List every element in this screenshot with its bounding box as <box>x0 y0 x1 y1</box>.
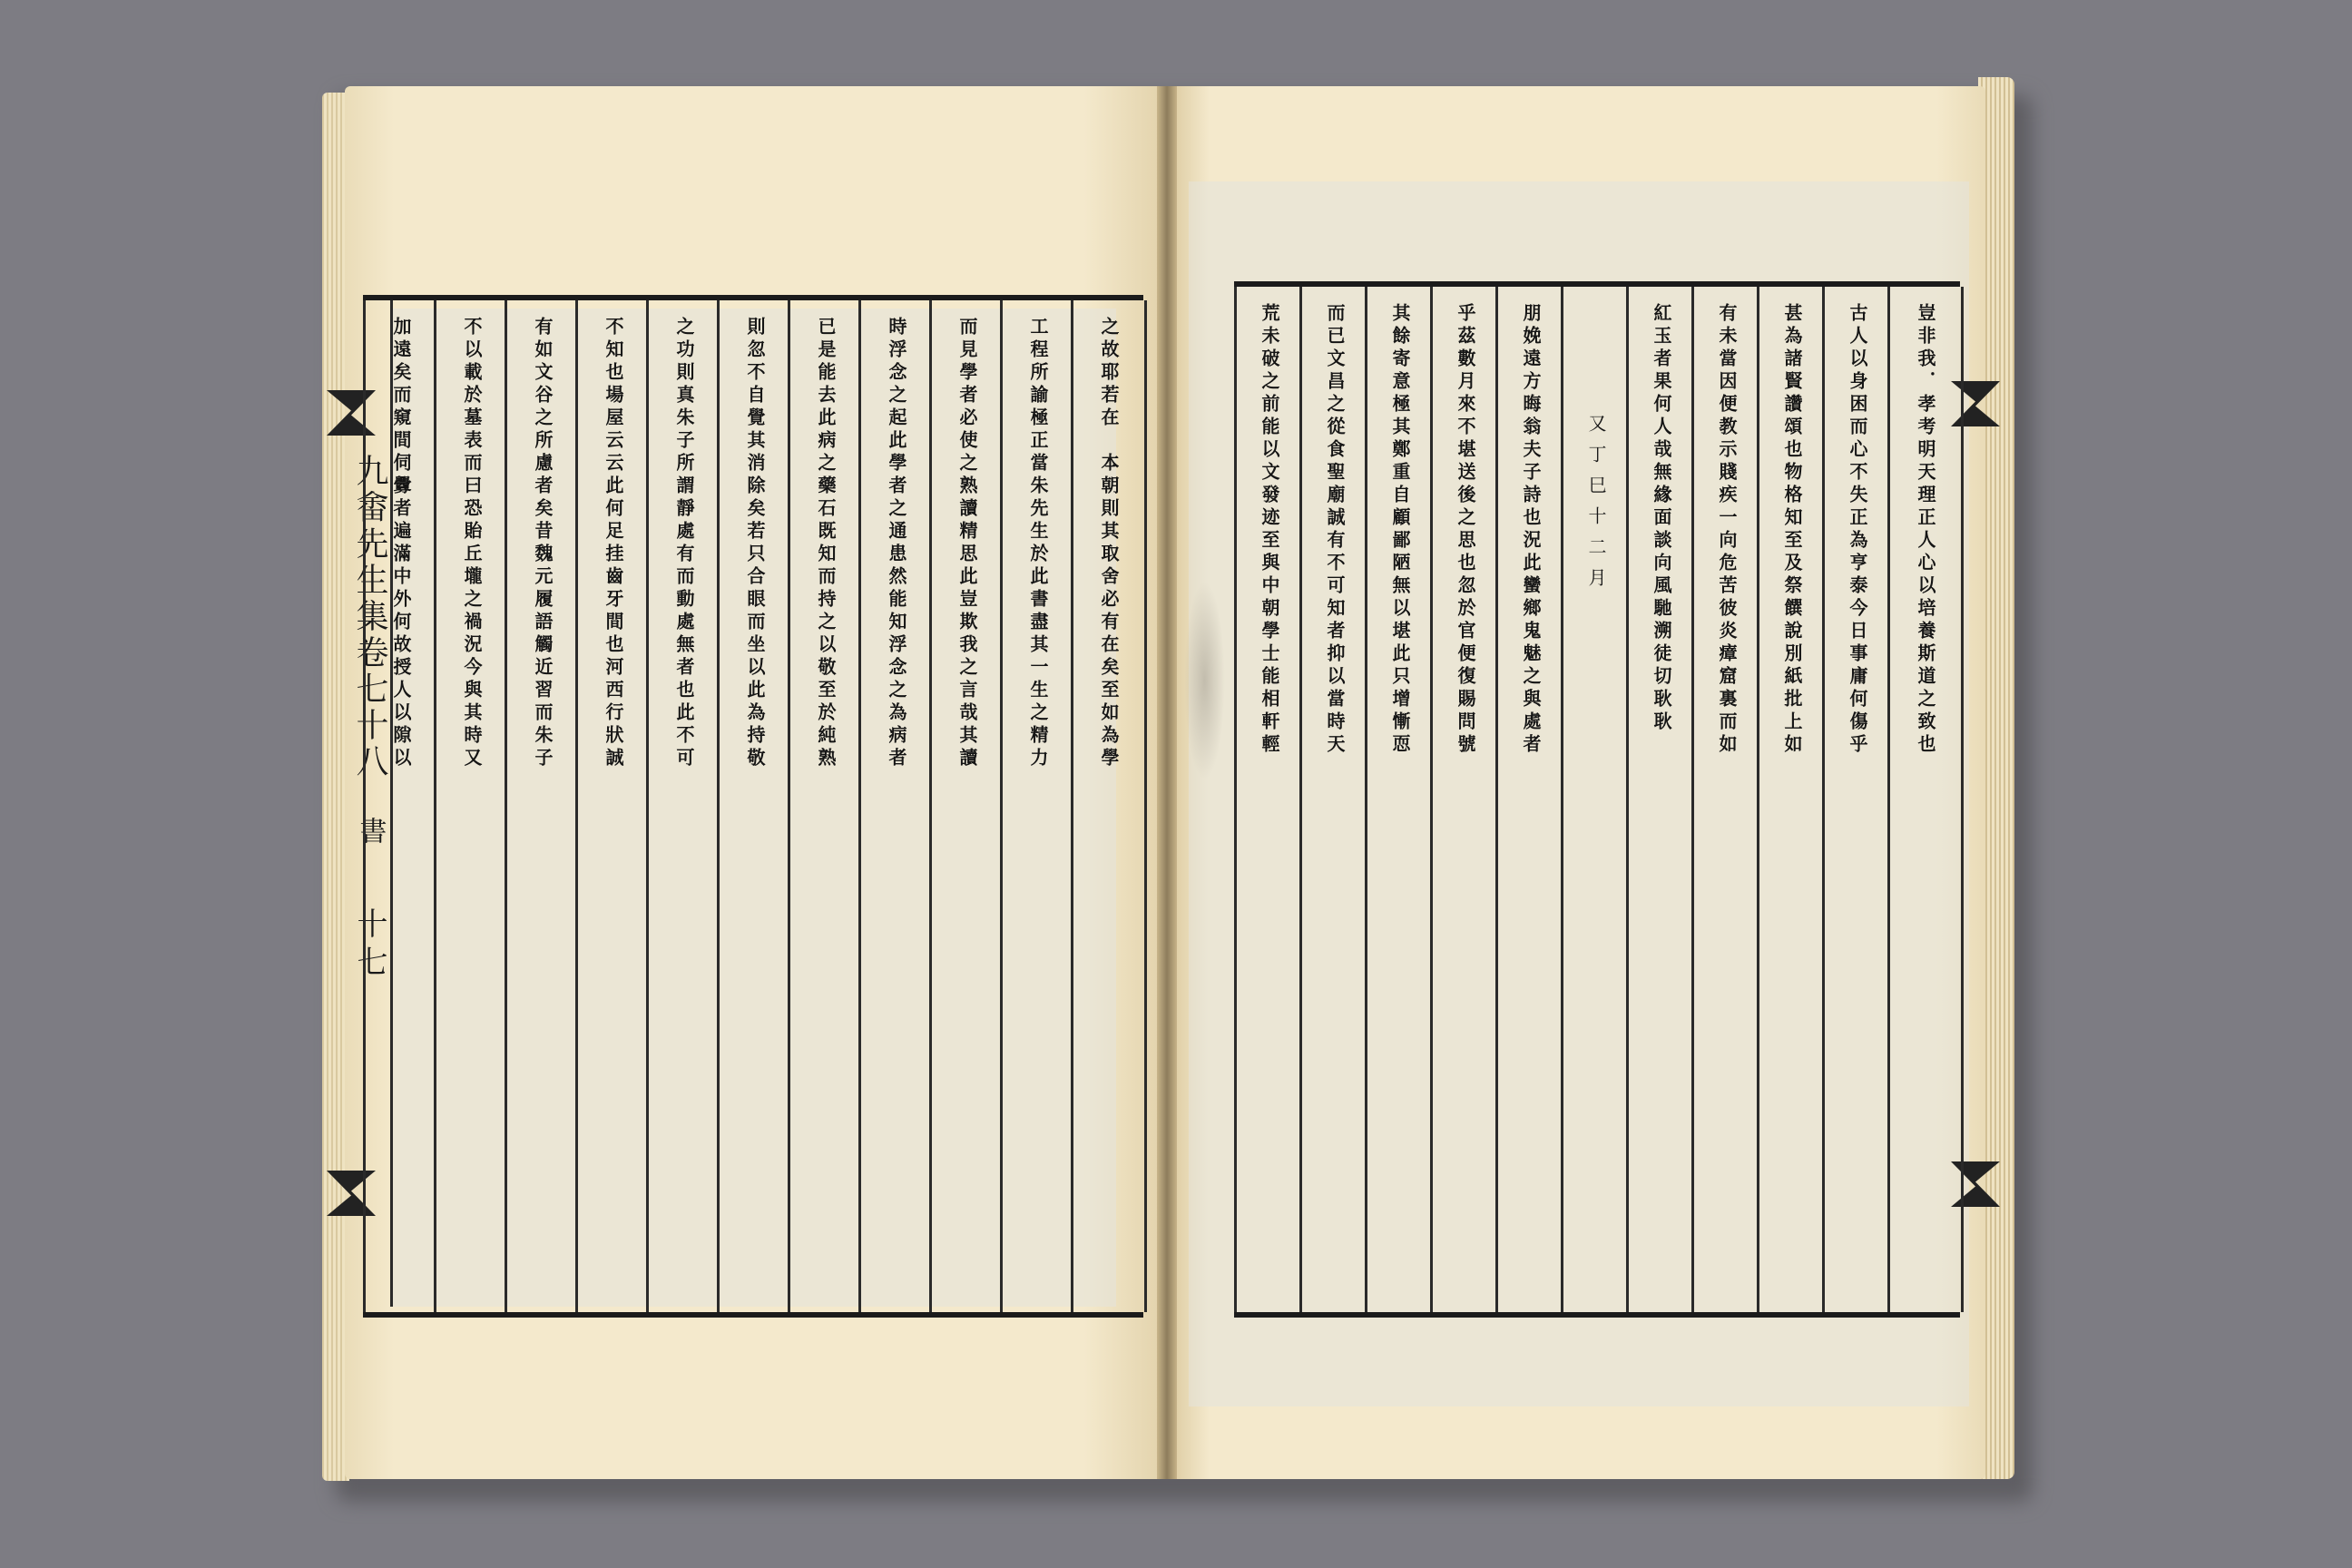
text-column <box>1430 287 1498 1312</box>
text-column <box>434 300 507 1312</box>
left-text-block <box>363 295 1143 1318</box>
text-column <box>1822 287 1890 1312</box>
column-text: 其餘寄意極其鄭重自顧鄙陋無以堪此只增慚恧 <box>1389 303 1411 757</box>
text-column <box>1071 300 1147 1312</box>
letter-heading: 又丁巳十二月 <box>1585 414 1607 599</box>
text-column <box>1757 287 1825 1312</box>
text-column <box>1299 287 1367 1312</box>
column-text: 之功則真朱子所謂靜處有而動處無者也此不可 <box>673 317 695 770</box>
column-text: 不知也場屋云云此何足挂齒牙間也河西行狀誠 <box>603 317 624 770</box>
column-text: 乎茲數月來不堪送後之思也忽於官便復賜問號 <box>1455 303 1476 757</box>
text-column <box>929 300 1003 1312</box>
text-column <box>1887 287 1964 1312</box>
text-column <box>1691 287 1759 1312</box>
column-text: 則忽不自覺其消除矣若只合眼而坐以此為持敬 <box>744 317 766 770</box>
column-text: 豈非我．孝考明天理正人心以培養斯道之致也 <box>1915 303 1936 757</box>
column-text: 紅玉者果何人哉無緣面談向風馳溯徒切耿耿 <box>1651 303 1672 734</box>
text-column <box>575 300 649 1312</box>
text-column <box>505 300 578 1312</box>
column-text: 荒未破之前能以文發迹至與中朝學士能相軒輕 <box>1259 303 1280 757</box>
text-column <box>1000 300 1073 1312</box>
page-number: 十七 <box>351 907 387 984</box>
text-column <box>646 300 720 1312</box>
column-text: 而見學者必使之熟讀精思此豈欺我之言哉其讀 <box>956 317 978 770</box>
column-text: 甚為諸賢讚頌也物格知至及祭饌說別紙批上如 <box>1781 303 1803 757</box>
column-text: 有未當因便教示賤疾一向危苦彼炎瘴窟裏而如 <box>1716 303 1738 757</box>
text-column <box>1234 287 1302 1312</box>
column-text: 而已文昌之從食聖廟誠有不可知者抑以當時天 <box>1324 303 1346 757</box>
text-column <box>858 300 932 1312</box>
text-column <box>1561 287 1629 1312</box>
text-column <box>788 300 861 1312</box>
column-text: 古人以身困而心不失正為亨泰今日事庸何傷乎 <box>1847 303 1868 757</box>
book-title: 九畬先生集卷七十八 <box>351 454 388 780</box>
right-text-block <box>1234 281 1960 1318</box>
text-column <box>1626 287 1694 1312</box>
section-glyph: 書 <box>354 817 387 844</box>
column-text: 工程所諭極正當朱先生於此書盡其一生之精力 <box>1027 317 1049 770</box>
column-text: 不以載於墓表而曰恐貽丘壠之禍況今與其時又 <box>461 317 483 770</box>
column-text: 加遠矣而窺間伺釁者遍滿中外何故授人以隙以 <box>390 317 412 770</box>
column-text: 朋娩遠方晦翁夫子詩也況此蠻鄉鬼魅之與處者 <box>1520 303 1542 757</box>
text-column <box>1365 287 1433 1312</box>
column-text: 已是能去此病之藥石既知而持之以敬至於純熟 <box>815 317 837 770</box>
ink-smudge <box>1184 581 1225 780</box>
column-text: 時浮念之起此學者之通患然能知浮念之為病者 <box>886 317 907 770</box>
column-text: 有如文谷之所慮者矣昔魏元履語觸近習而朱子 <box>532 317 554 770</box>
text-column <box>363 300 436 1312</box>
book-gutter <box>1157 86 1177 1479</box>
column-text: 之故耶若在 本朝則其取舍必有在矣至如為學 <box>1098 317 1120 770</box>
text-column <box>1495 287 1563 1312</box>
text-column <box>717 300 790 1312</box>
